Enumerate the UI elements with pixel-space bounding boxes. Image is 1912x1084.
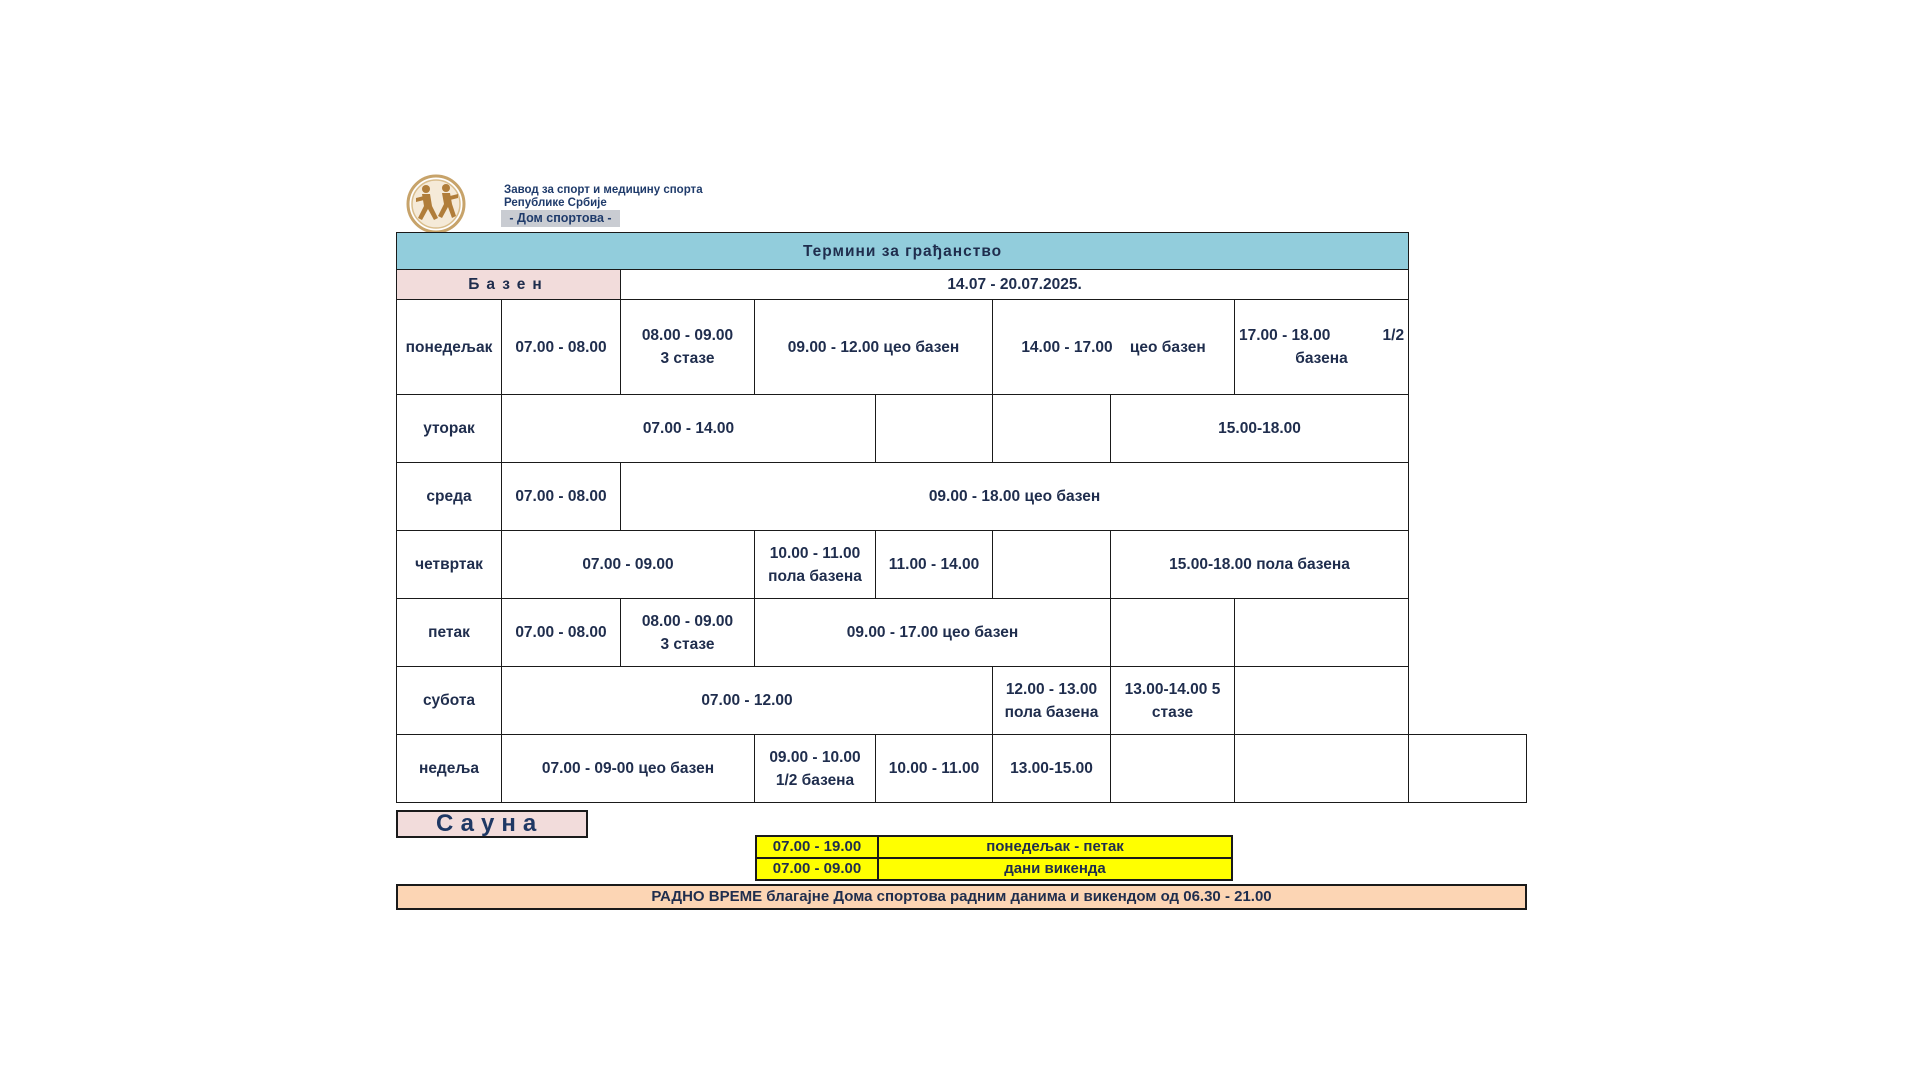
day-label: среда bbox=[397, 463, 502, 531]
empty-slot bbox=[1235, 599, 1409, 667]
cashier-hours-footer: РАДНО ВРЕМЕ благајне Дома спортова радним данима и викендом од 06.30 - 21.00 bbox=[396, 884, 1527, 910]
time-slot bbox=[1235, 300, 1409, 395]
time-slot: 07.00 - 14.00 bbox=[502, 395, 876, 463]
time-slot: 07.00 - 08.00 bbox=[502, 300, 621, 395]
time-slot-time: 09.00 - 10.00 bbox=[769, 748, 861, 766]
time-slot-time: 13.00-14.00 5 bbox=[1124, 680, 1221, 698]
day-label: субота bbox=[397, 667, 502, 735]
sauna-time: 07.00 - 19.00 bbox=[756, 836, 878, 858]
day-label: уторак bbox=[397, 395, 502, 463]
sauna-row-weekdays bbox=[756, 836, 1232, 858]
empty-slot bbox=[1235, 667, 1409, 735]
date-range: 14.07 - 20.07.2025. bbox=[621, 270, 1409, 300]
time-slot: 11.00 - 14.00 bbox=[876, 531, 993, 599]
schedule-title: Термини за грађанство bbox=[397, 233, 1409, 270]
time-slot: 07.00 - 12.00 bbox=[502, 667, 993, 735]
time-slot bbox=[755, 531, 876, 599]
time-slot: 09.00 - 17.00 цео базен bbox=[755, 599, 1111, 667]
time-slot-note: пола базена bbox=[1004, 703, 1099, 721]
empty-slot bbox=[1409, 735, 1527, 803]
sauna-days: понедељак - петак bbox=[878, 836, 1232, 858]
time-slot-note: базена bbox=[1295, 350, 1348, 367]
schedule-row-wednesday bbox=[397, 463, 1527, 531]
organization-name-line2: Републике Србије bbox=[504, 197, 607, 209]
sauna-section-label: Сауна bbox=[396, 810, 588, 838]
time-slot-time: 08.00 - 09.00 bbox=[641, 612, 734, 630]
time-slot: 13.00-15.00 bbox=[993, 735, 1111, 803]
time-slot bbox=[1111, 667, 1235, 735]
pool-schedule-table bbox=[396, 232, 1527, 803]
time-slot-note: 3 стазе bbox=[660, 350, 715, 367]
time-slot-time: 12.00 - 13.00 bbox=[1005, 680, 1098, 698]
time-slot bbox=[993, 667, 1111, 735]
time-slot: 10.00 - 11.00 bbox=[876, 735, 993, 803]
time-slot: 07.00 - 09-00 цео базен bbox=[502, 735, 755, 803]
time-slot-time: 17.00 - 18.00 bbox=[1239, 327, 1331, 344]
schedule-row-tuesday bbox=[397, 395, 1527, 463]
time-slot: 07.00 - 09.00 bbox=[502, 531, 755, 599]
sauna-row-weekend bbox=[756, 858, 1232, 880]
time-slot: 15.00-18.00 пола базена bbox=[1111, 531, 1409, 599]
time-slot: 07.00 - 08.00 bbox=[502, 599, 621, 667]
time-slot: 07.00 - 08.00 bbox=[502, 463, 621, 531]
schedule-row-monday bbox=[397, 300, 1527, 395]
organization-subtitle: - Дом спортова - bbox=[501, 210, 620, 227]
empty-slot bbox=[993, 395, 1111, 463]
schedule-row-thursday bbox=[397, 531, 1527, 599]
time-slot-note: 1/2 базена bbox=[775, 771, 855, 789]
sauna-days: дани викенда bbox=[878, 858, 1232, 880]
empty-slot bbox=[1235, 735, 1409, 803]
time-slot bbox=[621, 300, 755, 395]
day-label: петак bbox=[397, 599, 502, 667]
time-slot: 09.00 - 12.00 цео базен bbox=[755, 300, 993, 395]
time-slot-note: пола базена bbox=[768, 567, 862, 585]
schedule-row-sunday bbox=[397, 735, 1527, 803]
time-slot bbox=[621, 599, 755, 667]
schedule-row-friday bbox=[397, 599, 1527, 667]
time-slot: 15.00-18.00 bbox=[1111, 395, 1409, 463]
time-slot-top bbox=[1239, 324, 1404, 347]
sauna-time: 07.00 - 09.00 bbox=[756, 858, 878, 880]
empty-slot bbox=[1111, 735, 1235, 803]
empty-slot bbox=[1111, 599, 1235, 667]
organization-logo bbox=[402, 174, 470, 234]
day-label: понедељак bbox=[397, 300, 502, 395]
time-slot-time: 10.00 - 11.00 bbox=[769, 544, 861, 562]
time-slot bbox=[755, 735, 876, 803]
empty-slot bbox=[876, 395, 993, 463]
time-slot: 14.00 - 17.00 цео базен bbox=[993, 300, 1235, 395]
empty-slot bbox=[993, 531, 1111, 599]
pool-section-label: Базен bbox=[397, 270, 621, 300]
time-slot: 09.00 - 18.00 цео базен bbox=[621, 463, 1409, 531]
day-label: четвртак bbox=[397, 531, 502, 599]
time-slot-time: 08.00 - 09.00 bbox=[641, 327, 734, 344]
sauna-schedule-table bbox=[755, 835, 1233, 881]
time-slot-note: стазе bbox=[1151, 703, 1194, 721]
time-slot-fraction: 1/2 bbox=[1382, 327, 1405, 344]
schedule-row-saturday bbox=[397, 667, 1527, 735]
time-slot-note: 3 стазе bbox=[660, 635, 715, 653]
day-label: недеља bbox=[397, 735, 502, 803]
organization-name-line1: Завод за спорт и медицину спорта bbox=[504, 184, 703, 196]
